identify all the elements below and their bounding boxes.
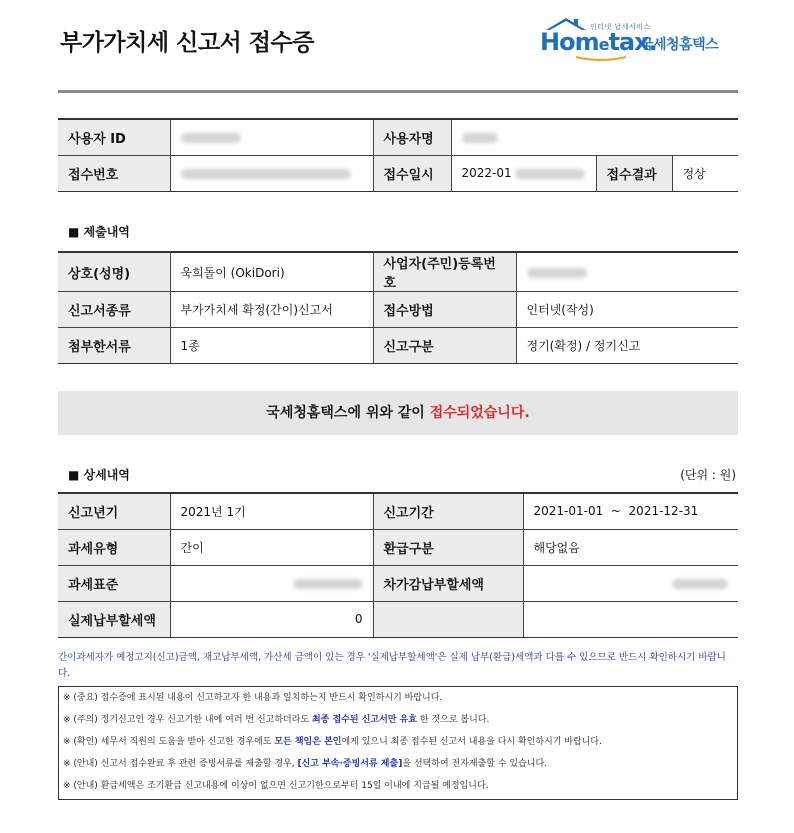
- company-value: 욱희돌이 (OkiDori): [170, 252, 373, 292]
- refund-value: 해당없음: [523, 529, 738, 565]
- submission-section-title: ■ 제출내역: [68, 225, 130, 239]
- category-label: 신고구분: [373, 328, 516, 364]
- tax-type-label: 과세유형: [58, 529, 170, 565]
- report-type-value: 부가가치세 확정(간이)신고서: [170, 292, 373, 328]
- base-value: [170, 565, 373, 601]
- user-name-value: [451, 119, 738, 155]
- table-row: [58, 529, 738, 565]
- table-row: [58, 493, 738, 529]
- year-value: 2021년 1기: [170, 493, 373, 529]
- biz-no-label: 사업자(주민)등록번호: [373, 252, 516, 292]
- base-label: 과세표준: [58, 565, 170, 601]
- table-row: [58, 601, 738, 637]
- user-info-table: [58, 118, 738, 192]
- submission-table: [58, 251, 738, 364]
- attach-value: 1종: [170, 328, 373, 364]
- notice-box: [58, 686, 738, 800]
- year-label: 신고년기: [58, 493, 170, 529]
- receipt-confirmation-banner: 국세청홈택스에 위와 같이 접수되었습니다.: [58, 391, 738, 435]
- table-row: [58, 155, 738, 191]
- notice-item: ※ (주의) 정기신고인 경우 신고기한 내에 여러 번 신고하더라도 최종 접수된 신고서만 유효 한 것으로 봅니다.: [63, 715, 490, 725]
- deduct-label: 차가감납부할세액: [373, 565, 523, 601]
- header-divider: [58, 90, 738, 93]
- table-row: [58, 328, 738, 364]
- detail-table: [58, 492, 738, 638]
- user-id-value: [170, 119, 373, 155]
- receipt-result-value: 정상: [672, 155, 738, 191]
- unit-label: (단위 : 원): [680, 468, 736, 482]
- tax-type-value: 간이: [170, 529, 373, 565]
- notice-item: ※ (확인) 세무서 직원의 도움을 받아 신고한 경우에도 모든 책임은 본인에게 있으니 최종 접수된 신고서 내용을 다시 확인하시기 바랍니다.: [63, 737, 602, 747]
- table-row: [58, 565, 738, 601]
- attach-label: 첨부한서류: [58, 328, 170, 364]
- user-id-label: 사용자 ID: [58, 119, 170, 155]
- logo-brand: Hometax.: [540, 28, 657, 56]
- table-row: [58, 292, 738, 328]
- category-value: 정기(확정) / 정기신고: [516, 328, 738, 364]
- method-value: 인터넷(작성): [516, 292, 738, 328]
- report-type-label: 신고서종류: [58, 292, 170, 328]
- logo-korean: 국세청홈택스: [640, 37, 719, 53]
- biz-no-value: [516, 252, 738, 292]
- period-label: 신고기간: [373, 493, 523, 529]
- user-name-label: 사용자명: [373, 119, 451, 155]
- notice-item: ※ (안내) 환급세액은 조기환급 신고내용에 이상이 없으면 신고기한으로부터 15일 이내에 지급될 예정입니다.: [63, 781, 489, 791]
- deduct-value: [523, 565, 738, 601]
- table-row: [58, 119, 738, 155]
- receipt-date-label: 접수일시: [373, 155, 451, 191]
- notice-item: ※ (중요) 접수증에 표시된 내용이 신고하고자 한 내용과 일치하는지 반드시 확인하시기 바랍니다.: [63, 693, 443, 703]
- receipt-result-label: 접수결과: [596, 155, 672, 191]
- empty-label: [373, 601, 523, 637]
- table-row: [58, 252, 738, 292]
- logo-swoosh-icon: [576, 56, 626, 62]
- empty-value: [523, 601, 738, 637]
- receipt-date-value: 2022-01: [451, 155, 596, 191]
- actual-label: 실제납부할세액: [58, 601, 170, 637]
- company-label: 상호(성명): [58, 252, 170, 292]
- page-title: 부가가치세 신고서 접수증: [60, 30, 314, 56]
- actual-value: 0: [170, 601, 373, 637]
- method-label: 접수방법: [373, 292, 516, 328]
- detail-section-title: ■ 상세내역: [68, 468, 130, 482]
- logo-subtitle: 인터넷 납세서비스: [590, 23, 651, 31]
- period-value: 2021-01-01 ~ 2021-12-31: [523, 493, 738, 529]
- receipt-no-value: [170, 155, 373, 191]
- footnote: 간이과세자가 예정고지(신고)금액, 재고납부세액, 가산세 금액이 있는 경우 '실제납부할세액'은 실제 납부(환급)세액과 다를 수 있으므로 반드시 확인하시기 바랍니다.: [58, 652, 726, 679]
- refund-label: 환급구분: [373, 529, 523, 565]
- notice-item: ※ (안내) 신고서 접수완료 후 관련 증빙서류를 제출할 경우, [신고 부속·증빙서류 제출]을 선택하여 전자제출할 수 있습니다.: [63, 759, 548, 769]
- hometax-logo: [538, 16, 728, 62]
- receipt-no-label: 접수번호: [58, 155, 170, 191]
